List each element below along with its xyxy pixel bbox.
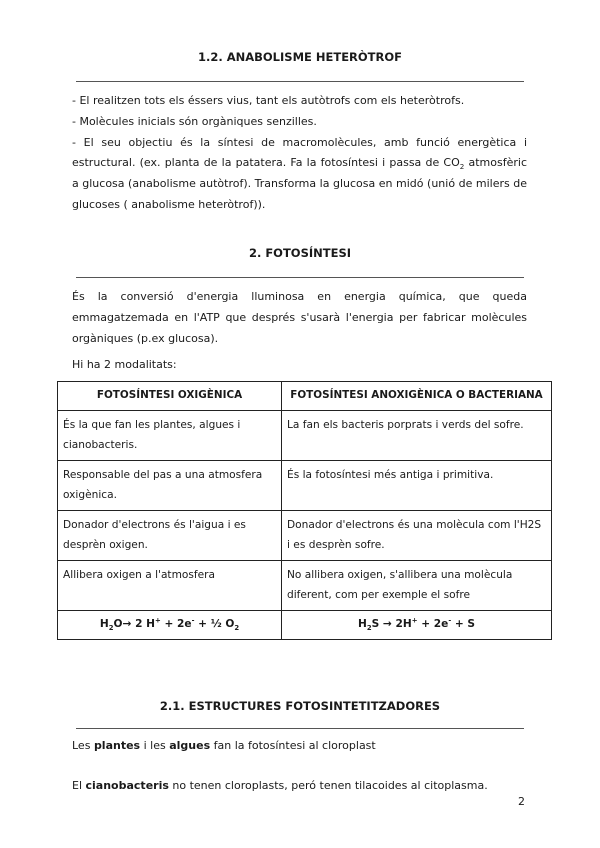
header-anoxygenic: FOTOSÍNTESI ANOXIGÈNICA O BACTERIANA bbox=[282, 382, 552, 411]
co2-subscript: 2 bbox=[459, 162, 465, 172]
table-cell: És la que fan les plantes, algues i cianobacteris. bbox=[58, 411, 282, 461]
modalities-text: Hi ha 2 modalitats: bbox=[72, 358, 177, 371]
table-cell: Allibera oxigen a l'atmosfera bbox=[58, 561, 282, 611]
divider bbox=[76, 277, 524, 278]
section-1-2-title: 1.2. ANABOLISME HETERÒTROF bbox=[197, 50, 403, 64]
term-cianobacteris: cianobacteris bbox=[85, 779, 169, 792]
table-cell: La fan els bacteris porprats i verds del sofre. bbox=[282, 411, 552, 461]
section-2-intro bbox=[72, 287, 527, 349]
intro-paragraph: És la conversió d'energia lluminosa en energia química, que queda emmagatzemada en l'ATP que després s'usarà l'energia per fabricar molècules orgàniques (p.ex glucosa). bbox=[72, 290, 527, 345]
divider bbox=[76, 81, 524, 82]
equation-oxygenic: $H_2O\to 2$ H+ + 2e- + ½ $O_2$ bbox=[58, 611, 282, 640]
bullet-2: - Molècules inicials són orgàniques senzilles. bbox=[72, 114, 317, 128]
structures-paragraph-2: El cianobacteris no tenen cloroplasts, peró tenen tilacoides al citoplasma. bbox=[72, 779, 488, 792]
header-oxygenic: FOTOSÍNTESI OXIGÈNICA bbox=[58, 382, 282, 411]
table-cell: Donador d'electrons és una molècula com l'H2S i es desprèn sofre. bbox=[282, 511, 552, 561]
bullet-3-text-a: - El seu objectiu és la síntesi de macromolècules, amb funció energètica i estructural. (ex. planta de la patatera. Fa la fotosíntesi i passa de CO bbox=[72, 135, 527, 170]
photosynthesis-comparison-table bbox=[57, 381, 552, 640]
table-cell: Donador d'electrons és l'aigua i es desprèn oxigen. bbox=[58, 511, 282, 561]
structures-paragraph-1: Les plantes i les algues fan la fotosíntesi al cloroplast bbox=[72, 739, 376, 752]
divider bbox=[76, 728, 524, 729]
term-plantes: plantes bbox=[93, 739, 141, 752]
bullet-3-text-b: atmosfèric a glucosa (anabolisme autòtrof). Transforma la glucosa en midó (unió de milers de glucoses ( anabolisme heteròtrof)). bbox=[72, 156, 527, 211]
page-number: 2 bbox=[518, 795, 525, 808]
table-cell: Responsable del pas a una atmosfera oxigènica. bbox=[58, 461, 282, 511]
bullet-1: - El realitzen tots els éssers vius, tant els autòtrofs com els heteròtrofs. bbox=[72, 94, 465, 107]
equation-anoxygenic: $H_2S \to 2H^+ + 2e^- + S$ bbox=[282, 611, 552, 640]
modalities-line bbox=[72, 355, 527, 376]
term-algues: algues bbox=[169, 739, 211, 752]
bullet-3 bbox=[72, 133, 527, 216]
table-cell: És la fotosíntesi més antiga i primitiva. bbox=[282, 461, 552, 511]
table-cell: No allibera oxigen, s'allibera una molècula diferent, com per exemple el sofre bbox=[282, 561, 552, 611]
section-2-1-title: 2.1. ESTRUCTURES FOTOSINTETITZADORES bbox=[159, 699, 441, 713]
section-2-title: 2. FOTOSÍNTESI bbox=[248, 246, 352, 260]
section-1-2-body bbox=[72, 91, 527, 216]
